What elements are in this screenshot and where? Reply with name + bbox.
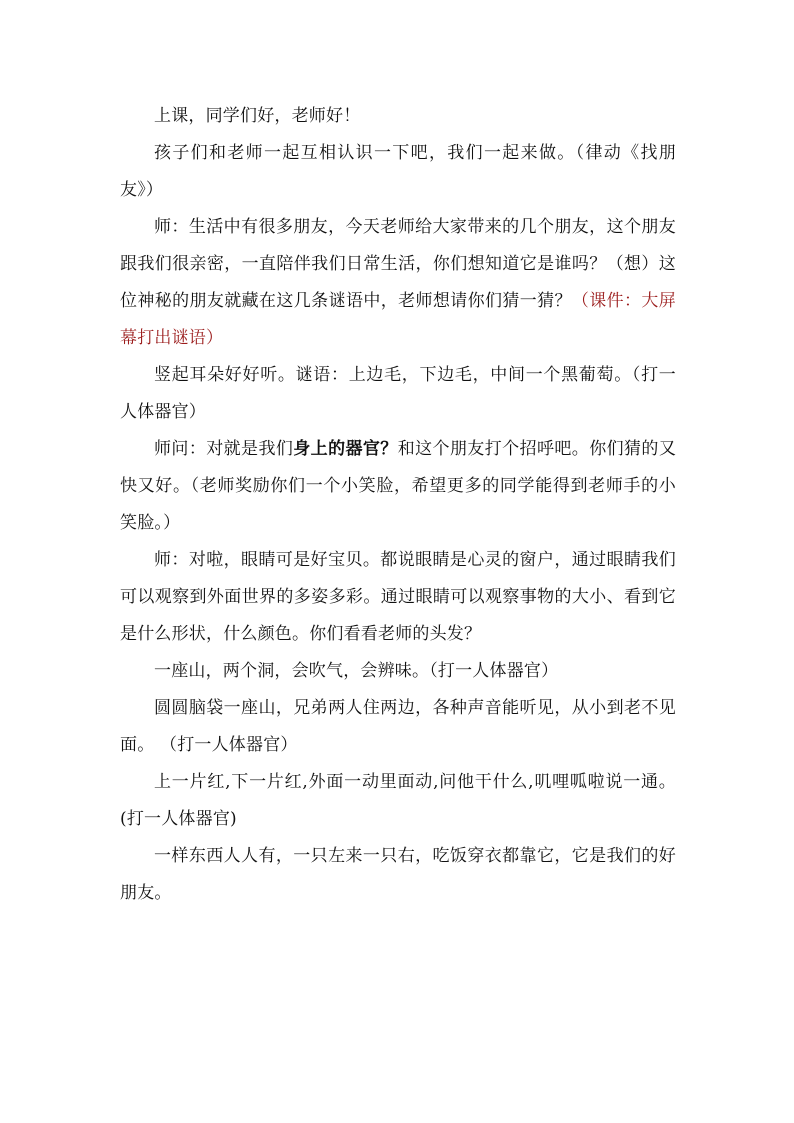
document-body — [120, 98, 676, 912]
paragraph-riddle-ears — [120, 690, 676, 764]
riddle-ears-text: 圆圆脑袋一座山，兄弟两人住两边，各种声音能听见，从小到老不见面。 （打一人体器官） — [120, 698, 676, 755]
paragraph-eyes-explanation — [120, 542, 676, 653]
paragraph-teacher-question — [120, 431, 676, 542]
paragraph-introduction — [120, 135, 676, 209]
paragraph-riddle-eyes — [120, 357, 676, 431]
riddle-nose-text: 一座山，两个洞，会吹气，会辨味。（打一人体器官） — [154, 661, 559, 681]
teacher-question-text-a: 师问：对就是我们 — [154, 439, 294, 459]
riddle-hands-text: 一样东西人人有，一只左来一只右，吃饭穿衣都靠它，它是我们的好朋友。 — [120, 846, 676, 903]
teacher-question-text-b: 和这个朋友打个招呼吧。你们猜的又快又好。（老师奖励你们一个小笑脸，希望更多的同学能得到老师手的小笑脸。） — [120, 439, 677, 533]
paragraph-riddle-hands — [120, 838, 676, 912]
introduction-text: 孩子们和老师一起互相认识一下吧，我们一起来做。（律动《找朋友》） — [120, 143, 676, 200]
paragraph-greeting — [120, 98, 676, 135]
courseware-note: （课件：大屏幕打出谜语） — [120, 291, 676, 348]
greeting-text: 上课，同学们好，老师好！ — [154, 106, 361, 126]
riddle-intro-text: 师：生活中有很多朋友，今天老师给大家带来的几个朋友，这个朋友跟我们很亲密，一直陪伴我们日常生活，你们想知道它是谁吗？（想）这位神秘的朋友就藏在这几条谜语中，老师想请你们猜一猜？ — [120, 217, 676, 311]
paragraph-riddle-mouth — [120, 764, 676, 838]
paragraph-teacher-riddle-intro — [120, 209, 676, 357]
riddle-mouth-text: 上一片红,下一片红,外面一动里面动,问他干什么,叽哩呱啦说一通。(打一人体器官) — [120, 772, 676, 829]
paragraph-riddle-nose — [120, 653, 676, 690]
teacher-question-bold: 身上的器官？ — [293, 439, 398, 459]
riddle-eyes-text: 竖起耳朵好好听。谜语：上边毛，下边毛，中间一个黑葡萄。（打一人体器官） — [120, 365, 676, 422]
eyes-explanation-text: 师：对啦，眼睛可是好宝贝。都说眼睛是心灵的窗户，通过眼睛我们可以观察到外面世界的多姿多彩。通过眼睛可以观察事物的大小、看到它是什么形状，什么颜色。你们看看老师的头发？ — [120, 550, 676, 644]
